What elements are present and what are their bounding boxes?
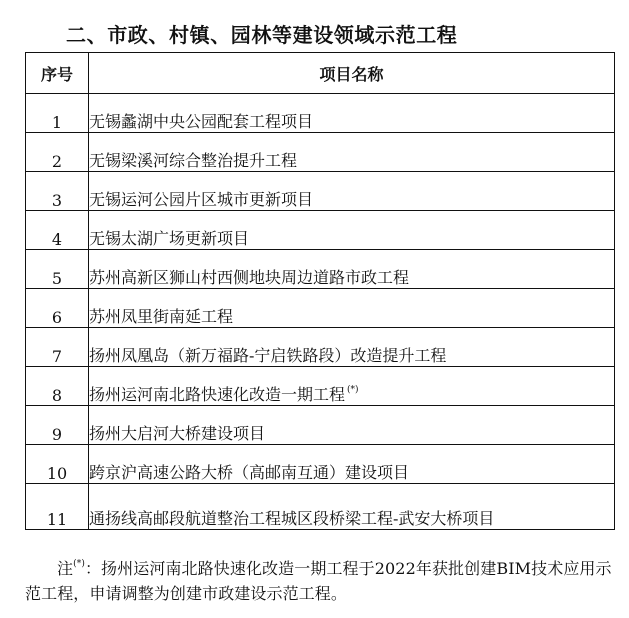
row-number: 11 <box>26 484 89 530</box>
project-name: 无锡太湖广场更新项目 <box>89 211 615 250</box>
table-row <box>26 289 615 328</box>
table-header-row <box>26 53 615 94</box>
footnote-prefix: 注 <box>57 559 74 578</box>
project-name: 跨京沪高速公路大桥（高邮南互通）建设项目 <box>89 445 615 484</box>
table-row <box>26 445 615 484</box>
project-name <box>89 367 615 406</box>
project-name: 通扬线高邮段航道整治工程城区段桥梁工程-武安大桥项目 <box>89 484 615 530</box>
section-title: 二、市政、村镇、园林等建设领域示范工程 <box>66 23 458 47</box>
table-row <box>26 484 615 530</box>
row-number: 6 <box>26 289 89 328</box>
project-name: 扬州大启河大桥建设项目 <box>89 406 615 445</box>
column-header-project-name: 项目名称 <box>89 53 615 94</box>
table-row <box>26 172 615 211</box>
project-name: 无锡蠡湖中央公园配套工程项目 <box>89 94 615 133</box>
row-number: 8 <box>26 367 89 406</box>
table-row <box>26 94 615 133</box>
table-row <box>26 133 615 172</box>
table-row <box>26 211 615 250</box>
footnote-marker: (*) <box>347 385 359 395</box>
row-number: 2 <box>26 133 89 172</box>
row-number: 5 <box>26 250 89 289</box>
row-number: 7 <box>26 328 89 367</box>
footnote <box>25 552 617 606</box>
table-row <box>26 328 615 367</box>
row-number: 4 <box>26 211 89 250</box>
footnote-text: ：扬州运河南北路快速化改造一期工程于2022年获批创建BIM技术应用示范工程，申请调整为创建市政建设示范工程。 <box>25 559 612 603</box>
row-number: 9 <box>26 406 89 445</box>
row-number: 3 <box>26 172 89 211</box>
project-name: 苏州凤里街南延工程 <box>89 289 615 328</box>
projects-table <box>25 52 615 530</box>
table-row <box>26 406 615 445</box>
column-header-number: 序号 <box>26 53 89 94</box>
footnote-marker: (*) <box>73 559 85 569</box>
table-row <box>26 250 615 289</box>
row-number: 1 <box>26 94 89 133</box>
project-name-text: 扬州运河南北路快速化改造一期工程 <box>89 385 346 404</box>
row-number: 10 <box>26 445 89 484</box>
project-name: 无锡运河公园片区城市更新项目 <box>89 172 615 211</box>
project-name: 扬州凤凰岛（新万福路-宁启铁路段）改造提升工程 <box>89 328 615 367</box>
table-row <box>26 367 615 406</box>
project-name: 无锡梁溪河综合整治提升工程 <box>89 133 615 172</box>
project-name: 苏州高新区狮山村西侧地块周边道路市政工程 <box>89 250 615 289</box>
